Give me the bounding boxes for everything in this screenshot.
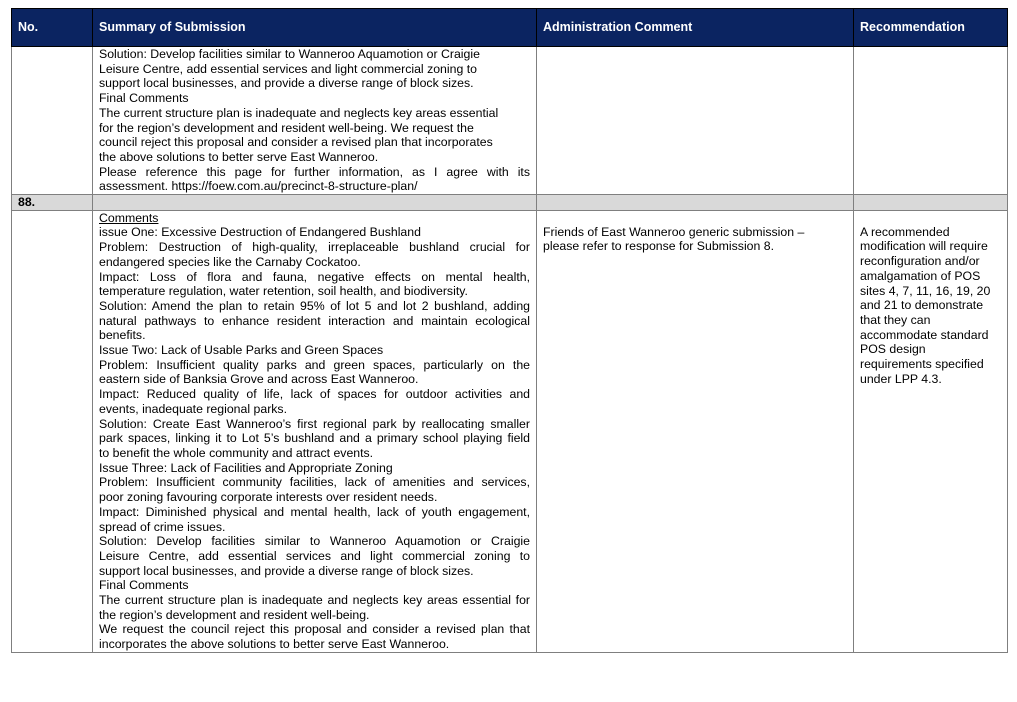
header-row — [12, 9, 1008, 47]
summary-line: Impact: Reduced quality of life, lack of spaces for outdoor activities and — [99, 387, 530, 402]
summary-line: benefits. — [99, 328, 146, 343]
summary-heading: Comments — [99, 210, 159, 225]
recommendation-line: requirements specified — [860, 357, 984, 372]
summary-line: poor zoning favouring corporate interests over resident needs. — [99, 490, 438, 505]
recommendation-line: modification will require — [860, 239, 988, 254]
recommendation-line: POS design — [860, 342, 926, 357]
summary-line: Solution: Develop facilities similar to Wanneroo Aquamotion or Craigie — [99, 47, 480, 61]
summary-line: incorporates the above solutions to better serve East Wanneroo. — [99, 637, 450, 652]
summary-line: park spaces, linking it to Lot 5’s bushland and a primary school playing field — [99, 431, 530, 446]
summary-line: Final Comments — [99, 578, 189, 593]
summary-line: spread of crime issues. — [99, 519, 226, 534]
summary-line: endangered species like the Carnaby Cockatoo. — [99, 254, 361, 269]
summary-line: the above solutions to better serve East Wanneroo. — [99, 149, 379, 164]
summary-line: for the region’s development and resident well-being. We request the — [99, 120, 474, 135]
recommendation-line: that they can — [860, 312, 931, 327]
summary-line: issue One: Excessive Destruction of Endangered Bushland — [99, 225, 421, 240]
header-admin-comment: Administration Comment — [537, 9, 854, 47]
summary-line: Solution: Develop facilities similar to Wanneroo Aquamotion or Craigie — [99, 534, 530, 549]
recommendation-line: and 21 to demonstrate — [860, 298, 984, 313]
recommendation-line: under LPP 4.3. — [860, 371, 942, 386]
continued-row — [12, 47, 1008, 195]
continued-admin-cell — [537, 47, 854, 195]
submission-88-no-cell — [12, 210, 93, 652]
admin-line: please refer to response for Submission 8. — [543, 239, 775, 254]
summary-line: Leisure Centre, add essential services and light commercial zoning to — [99, 61, 477, 76]
summary-line: The current structure plan is inadequate and neglects key areas essential for — [99, 593, 530, 608]
summary-line: council reject this proposal and consider a revised plan that incorporates — [99, 135, 493, 150]
summary-line: support local businesses, and provide a diverse range of block sizes. — [99, 563, 474, 578]
summary-line: Impact: Loss of flora and fauna, negative effects on mental health, — [99, 269, 530, 284]
summary-line: eastern side of Banksia Grove and across East Wanneroo. — [99, 372, 419, 387]
summary-line: Solution: Create East Wanneroo’s first regional park by reallocating smaller — [99, 416, 530, 431]
continued-recommendation-cell — [854, 47, 1008, 195]
submission-88-recommendation-cell — [854, 210, 1008, 652]
recommendation-line: amalgamation of POS — [860, 268, 981, 283]
summary-line: natural pathways to enhance resident interaction and maintain ecological — [99, 313, 530, 328]
header-recommendation: Recommendation — [854, 9, 1008, 47]
recommendation-line: A recommended — [860, 224, 950, 239]
summary-line: Please reference this page for further information, as I agree with its — [99, 164, 530, 179]
summary-line: Leisure Centre, add essential services and light commercial zoning to — [99, 548, 530, 563]
summary-line: to benefit the whole community and attract events. — [99, 445, 374, 460]
submissions-table — [11, 8, 1008, 653]
submission-number: 88. — [12, 195, 93, 211]
summary-line: Solution: Amend the plan to retain 95% of lot 5 and lot 2 bushland, adding — [99, 298, 530, 313]
summary-line: assessment. https://foew.com.au/precinct-8-structure-plan/ — [99, 179, 418, 194]
continued-summary-cell — [93, 47, 537, 195]
summary-line: Problem: Insufficient community facilities, lack of amenities and services, — [99, 475, 530, 490]
summary-line: temperature regulation, water retention, soil health, and biodiversity. — [99, 284, 468, 299]
header-no: No. — [12, 9, 93, 47]
submission-88-summary-cell — [93, 210, 537, 652]
continued-no-cell — [12, 47, 93, 195]
header-summary: Summary of Submission — [93, 9, 537, 47]
recommendation-line: sites 4, 7, 11, 16, 19, 20 — [860, 283, 991, 298]
summary-line: The current structure plan is inadequate and neglects key areas essential — [99, 105, 499, 120]
summary-line: We request the council reject this proposal and consider a revised plan that — [99, 622, 530, 637]
submission-88-row — [12, 210, 1008, 652]
summary-line: Final Comments — [99, 91, 189, 106]
submission-number-row — [12, 195, 1008, 211]
summary-line: Impact: Diminished physical and mental health, lack of youth engagement, — [99, 504, 530, 519]
summary-line: support local businesses, and provide a diverse range of block sizes. — [99, 76, 474, 91]
submission-88-admin-cell — [537, 210, 854, 652]
summary-line: Issue Three: Lack of Facilities and Appropriate Zoning — [99, 460, 393, 475]
summary-line: events, inadequate regional parks. — [99, 401, 287, 416]
summary-line: Problem: Insufficient quality parks and green spaces, particularly on the — [99, 357, 530, 372]
summary-line: Problem: Destruction of high-quality, irreplaceable bushland crucial for — [99, 240, 530, 255]
recommendation-line: accommodate standard — [860, 327, 989, 342]
admin-line: Friends of East Wanneroo generic submission – — [543, 224, 805, 239]
summary-line: the region’s development and resident well-being. — [99, 607, 370, 622]
summary-line: Issue Two: Lack of Usable Parks and Green Spaces — [99, 343, 384, 358]
recommendation-line: reconfiguration and/or — [860, 254, 980, 269]
